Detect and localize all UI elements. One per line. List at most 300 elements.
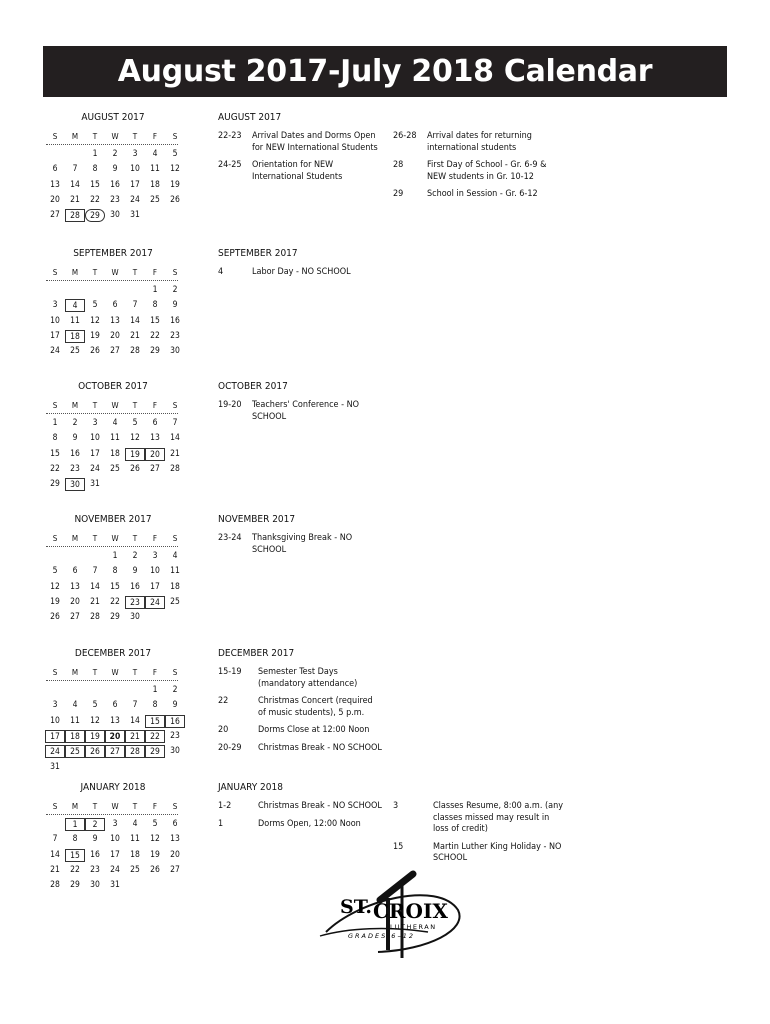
calendar-day: 24 (145, 596, 165, 609)
event-item (218, 533, 383, 556)
calendar-day: 16 (165, 715, 185, 728)
weekday-header: T (132, 132, 138, 141)
calendar-day: 7 (132, 300, 138, 311)
event-date: 20-29 (218, 742, 242, 753)
event-item (393, 131, 553, 154)
calendar-day: 28 (170, 463, 180, 474)
calendar-day: 5 (152, 819, 158, 829)
event-description: Orientation for NEW International Students (252, 160, 343, 182)
weekday-divider (46, 413, 178, 414)
calendar-day: 10 (50, 315, 60, 326)
event-item (218, 725, 383, 737)
calendar-day: 17 (110, 849, 120, 860)
calendar-day: 26 (170, 194, 180, 205)
calendar-day: 3 (152, 551, 158, 561)
event-item (393, 801, 563, 836)
weekday-header: S (52, 668, 58, 677)
calendar-day: 19 (150, 849, 160, 860)
weekday-header: M (71, 401, 79, 410)
weekday-header: T (92, 132, 98, 141)
weekday-header: T (92, 401, 98, 410)
weekday-header: T (132, 401, 138, 410)
events-column (218, 782, 383, 836)
event-date: 15 (393, 841, 404, 852)
event-date: 20 (218, 725, 229, 735)
calendar-day: 27 (150, 463, 160, 474)
calendar-day: 6 (112, 700, 118, 711)
calendar-day: 16 (110, 179, 120, 190)
event-description: Classes Resume, 8:00 a.m. (any classes missed may result in loss of credit) (433, 801, 564, 834)
st-croix-logo (318, 870, 463, 960)
mini-calendar-title: NOVEMBER 2017 (74, 514, 152, 525)
calendar-day: 2 (72, 418, 78, 428)
calendar-day: 18 (150, 179, 160, 190)
calendar-day: 19 (50, 596, 60, 607)
calendar-day: 11 (130, 834, 140, 845)
calendar-day: 10 (150, 566, 160, 577)
event-item (393, 189, 553, 201)
calendar-day: 27 (50, 210, 60, 221)
calendar-day: 1 (112, 551, 118, 561)
calendar-day: 23 (170, 730, 180, 741)
event-description: Dorms Open, 12:00 Noon (258, 818, 361, 829)
event-date: 15-19 (218, 667, 242, 677)
calendar-day: 20 (70, 596, 80, 607)
calendar-day: 20 (50, 194, 60, 205)
calendar-day: 15 (145, 715, 165, 728)
weekday-header: S (172, 534, 178, 543)
events-title: OCTOBER 2017 (218, 381, 288, 392)
calendar-day: 17 (130, 179, 140, 190)
calendar-day: 21 (90, 596, 100, 607)
calendar-day: 10 (50, 715, 60, 726)
events-column (218, 648, 383, 760)
calendar-day: 30 (65, 478, 85, 491)
event-date: 19-20 (218, 400, 242, 410)
calendar-day: 28 (125, 745, 145, 758)
calendar-day: 8 (52, 433, 58, 444)
event-date: 4 (218, 267, 224, 277)
events-column (218, 514, 383, 562)
calendar-day: 14 (50, 849, 60, 860)
event-description: Arrival Dates and Dorms Open for NEW International Students (252, 131, 378, 153)
calendar-day: 9 (172, 700, 178, 711)
calendar-day: 1 (92, 149, 98, 159)
event-description: Martin Luther King Holiday - NO SCHOOL (433, 841, 562, 863)
calendar-day: 4 (65, 299, 85, 312)
weekday-header: S (52, 802, 58, 811)
weekday-divider (46, 680, 178, 681)
calendar-day: 3 (112, 819, 118, 829)
event-item (218, 400, 383, 423)
calendar-day: 31 (50, 761, 60, 772)
month-section (43, 248, 743, 378)
calendar-day: 15 (90, 179, 100, 190)
calendar-day: 23 (170, 330, 180, 341)
event-date: 23-24 (218, 533, 242, 543)
logo-st: ST. (340, 896, 373, 918)
event-date: 22-23 (218, 131, 242, 141)
calendar-day: 15 (110, 581, 120, 592)
calendar-day: 22 (70, 864, 80, 875)
calendar-day: 4 (172, 551, 178, 561)
calendar-day: 7 (172, 418, 178, 428)
calendar-day: 6 (172, 819, 178, 829)
calendar-day: 9 (132, 566, 138, 577)
weekday-header: S (172, 668, 178, 677)
calendar-day: 18 (110, 448, 120, 459)
calendar-day: 24 (45, 745, 65, 758)
calendar-day: 9 (92, 834, 98, 845)
event-date: 24-25 (218, 160, 242, 170)
calendar-day: 30 (170, 746, 180, 757)
event-description: Christmas Break - NO SCHOOL (258, 742, 382, 753)
calendar-day: 20 (105, 730, 125, 743)
month-section (43, 648, 743, 778)
calendar-day: 21 (50, 864, 60, 875)
calendar-day: 7 (92, 566, 98, 577)
calendar-day: 11 (70, 315, 80, 326)
event-description: Dorms Close at 12:00 Noon (258, 725, 370, 735)
calendar-day: 30 (110, 210, 120, 221)
calendar-day: 17 (45, 730, 65, 743)
calendar-day: 12 (50, 581, 60, 592)
weekday-divider (46, 814, 178, 815)
calendar-day: 27 (170, 864, 180, 875)
calendar-day: 6 (52, 164, 58, 175)
calendar-day: 19 (125, 448, 145, 461)
event-item (218, 667, 383, 690)
calendar-day: 19 (90, 330, 100, 341)
calendar-day: 1 (152, 685, 158, 695)
calendar-day: 25 (170, 596, 180, 607)
calendar-day: 23 (125, 596, 145, 609)
weekday-header: T (92, 534, 98, 543)
calendar-day: 21 (125, 730, 145, 743)
event-item (218, 801, 383, 813)
calendar-day: 28 (50, 880, 60, 891)
calendar-day: 14 (90, 581, 100, 592)
calendar-day: 15 (50, 448, 60, 459)
event-description: Christmas Concert (required of music students), 5 p.m. (258, 696, 373, 718)
calendar-day: 23 (110, 194, 120, 205)
events-title: AUGUST 2017 (218, 112, 282, 123)
event-description: Arrival dates for returning international students (427, 131, 532, 153)
event-item (218, 696, 383, 719)
weekday-header: T (92, 802, 98, 811)
weekday-header: W (111, 668, 119, 677)
calendar-day: 9 (112, 164, 118, 175)
calendar-day: 20 (170, 849, 180, 860)
calendar-day: 26 (50, 612, 60, 623)
calendar-day: 23 (70, 463, 80, 474)
events-title: DECEMBER 2017 (218, 648, 295, 659)
calendar-day: 13 (150, 433, 160, 444)
calendar-day: 12 (90, 715, 100, 726)
calendar-day: 8 (92, 164, 98, 175)
calendar-day: 22 (145, 730, 165, 743)
calendar-day: 9 (72, 433, 78, 444)
event-date: 1-2 (218, 801, 232, 811)
calendar-day: 12 (130, 433, 140, 444)
calendar-day: 26 (90, 346, 100, 357)
event-item (393, 160, 553, 183)
calendar-day: 30 (170, 346, 180, 357)
event-date: 28 (393, 160, 404, 170)
weekday-header: S (52, 268, 58, 277)
calendar-day: 21 (130, 330, 140, 341)
events-column (218, 381, 383, 429)
calendar-day: 18 (130, 849, 140, 860)
calendar-day: 11 (70, 715, 80, 726)
weekday-header: F (152, 668, 158, 677)
mini-calendar-title: SEPTEMBER 2017 (73, 248, 153, 259)
calendar-day: 16 (90, 849, 100, 860)
event-description: Labor Day - NO SCHOOL (252, 267, 351, 277)
calendar-day: 1 (65, 818, 85, 831)
weekday-header: W (111, 401, 119, 410)
event-description: Thanksgiving Break - NO SCHOOL (252, 533, 353, 555)
weekday-header: F (152, 534, 158, 543)
calendar-day: 28 (65, 209, 85, 222)
event-date: 1 (218, 818, 224, 829)
calendar-day: 7 (132, 700, 138, 711)
logo-croix: CROIX (373, 899, 448, 923)
calendar-day: 8 (72, 834, 78, 845)
calendar-day: 6 (152, 418, 158, 428)
calendar-day: 8 (152, 700, 158, 711)
calendar-day: 10 (130, 164, 140, 175)
calendar-day: 13 (170, 834, 180, 845)
calendar-day: 22 (110, 596, 120, 607)
calendar-day: 26 (130, 463, 140, 474)
calendar-day: 5 (92, 300, 98, 311)
event-date: 29 (393, 189, 404, 199)
weekday-header: T (132, 268, 138, 277)
calendar-day: 16 (70, 448, 80, 459)
weekday-header: M (71, 668, 79, 677)
mini-calendar-title: JANUARY 2018 (80, 782, 146, 793)
calendar-day: 1 (152, 285, 158, 295)
event-description: Teachers' Conference - NO SCHOOL (252, 400, 360, 422)
event-item (218, 819, 383, 831)
weekday-header: F (152, 268, 158, 277)
month-section (43, 514, 743, 644)
calendar-day: 17 (50, 330, 60, 341)
event-description: First Day of School - Gr. 6-9 & NEW students in Gr. 10-12 (427, 160, 547, 182)
calendar-day: 14 (70, 179, 80, 190)
weekday-divider (46, 546, 178, 547)
weekday-divider (46, 280, 178, 281)
calendar-day: 30 (130, 612, 140, 623)
month-section (43, 381, 743, 511)
calendar-day: 29 (50, 479, 60, 490)
calendar-day: 15 (150, 315, 160, 326)
calendar-day: 23 (90, 864, 100, 875)
event-date: 22 (218, 696, 229, 706)
calendar-day: 19 (170, 179, 180, 190)
logo-lutheran: LUTHERAN (390, 923, 437, 931)
logo-grades: GRADES 6–12 (348, 932, 415, 940)
events-title: JANUARY 2018 (218, 782, 283, 793)
calendar-day: 2 (85, 818, 105, 831)
weekday-header: W (111, 132, 119, 141)
calendar-day: 27 (70, 612, 80, 623)
calendar-day: 29 (110, 612, 120, 623)
calendar-day: 13 (50, 179, 60, 190)
calendar-day: 8 (152, 300, 158, 311)
calendar-day: 21 (70, 194, 80, 205)
calendar-day: 15 (65, 849, 85, 862)
weekday-header: W (111, 268, 119, 277)
calendar-day: 4 (72, 700, 78, 711)
calendar-day: 16 (170, 315, 180, 326)
calendar-day: 14 (170, 433, 180, 444)
calendar-day: 25 (65, 745, 85, 758)
calendar-day: 4 (132, 819, 138, 829)
calendar-day: 25 (70, 346, 80, 357)
calendar-day: 14 (130, 715, 140, 726)
mini-calendar-title: AUGUST 2017 (81, 112, 145, 123)
calendar-day: 31 (110, 880, 120, 891)
calendar-day: 11 (170, 566, 180, 577)
calendar-day: 25 (130, 864, 140, 875)
weekday-header: S (172, 268, 178, 277)
calendar-day: 13 (110, 715, 120, 726)
calendar-day: 22 (90, 194, 100, 205)
calendar-day: 22 (50, 463, 60, 474)
calendar-title-bar (43, 46, 727, 97)
weekday-header: T (132, 668, 138, 677)
event-date: 3 (393, 801, 399, 811)
weekday-header: S (52, 401, 58, 410)
calendar-day: 5 (52, 566, 58, 577)
calendar-day: 28 (130, 346, 140, 357)
calendar-day: 12 (90, 315, 100, 326)
events-column (218, 112, 383, 189)
weekday-header: S (172, 401, 178, 410)
calendar-day: 18 (170, 581, 180, 592)
calendar-day: 29 (150, 346, 160, 357)
weekday-header: S (52, 132, 58, 141)
calendar-day: 19 (85, 730, 105, 743)
mini-calendar-title: DECEMBER 2017 (74, 648, 152, 659)
calendar-day: 18 (65, 730, 85, 743)
calendar-day: 25 (150, 194, 160, 205)
calendar-day: 25 (110, 463, 120, 474)
weekday-header: S (52, 534, 58, 543)
calendar-day: 2 (112, 149, 118, 159)
calendar-day: 29 (70, 880, 80, 891)
event-description: Semester Test Days (mandatory attendance) (258, 667, 358, 689)
calendar-day: 14 (130, 315, 140, 326)
calendar-day: 3 (132, 149, 138, 159)
events-column-right (393, 801, 563, 871)
calendar-day: 6 (72, 566, 78, 577)
calendar-day: 26 (150, 864, 160, 875)
weekday-header: S (172, 802, 178, 811)
calendar-day: 7 (52, 834, 58, 845)
calendar-day: 5 (172, 149, 178, 159)
weekday-header: F (152, 401, 158, 410)
calendar-day: 3 (52, 700, 58, 711)
calendar-day: 13 (110, 315, 120, 326)
event-item (218, 131, 383, 154)
event-date: 26-28 (393, 131, 417, 141)
calendar-day: 20 (110, 330, 120, 341)
calendar-day: 16 (130, 581, 140, 592)
calendar-day: 29 (145, 745, 165, 758)
calendar-day: 1 (52, 418, 58, 428)
calendar-day: 6 (112, 300, 118, 311)
weekday-header: T (92, 268, 98, 277)
calendar-day: 31 (90, 479, 100, 490)
calendar-day: 9 (172, 300, 178, 311)
calendar-day: 30 (90, 880, 100, 891)
weekday-header: M (71, 132, 79, 141)
weekday-header: T (92, 668, 98, 677)
calendar-day: 31 (130, 210, 140, 221)
calendar-day: 8 (112, 566, 118, 577)
weekday-header: F (152, 802, 158, 811)
calendar-day: 11 (150, 164, 160, 175)
calendar-day: 4 (112, 418, 118, 428)
calendar-day: 27 (110, 346, 120, 357)
calendar-day: 21 (170, 448, 180, 459)
events-title: NOVEMBER 2017 (218, 514, 296, 525)
calendar-day: 5 (92, 700, 98, 711)
calendar-day: 2 (172, 685, 178, 695)
calendar-day: 7 (72, 164, 78, 175)
event-description: Christmas Break - NO SCHOOL (258, 801, 382, 811)
weekday-header: M (71, 802, 79, 811)
month-section (43, 112, 743, 242)
calendar-day: 29 (85, 209, 105, 222)
calendar-day: 24 (90, 463, 100, 474)
calendar-day: 3 (52, 300, 58, 311)
calendar-day: 2 (172, 285, 178, 295)
calendar-day: 4 (152, 149, 158, 159)
weekday-header: F (152, 132, 158, 141)
events-column (218, 248, 383, 285)
calendar-day: 24 (50, 346, 60, 357)
weekday-header: T (132, 802, 138, 811)
calendar-day: 18 (65, 330, 85, 343)
calendar-day: 26 (85, 745, 105, 758)
weekday-header: W (111, 534, 119, 543)
event-item (218, 160, 383, 183)
calendar-day: 5 (132, 418, 138, 428)
event-item (393, 842, 563, 865)
weekday-header: M (71, 534, 79, 543)
events-title: SEPTEMBER 2017 (218, 248, 298, 259)
event-description: School in Session - Gr. 6-12 (427, 189, 538, 199)
calendar-day: 27 (105, 745, 125, 758)
weekday-header: M (71, 268, 79, 277)
weekday-header: S (172, 132, 178, 141)
calendar-day: 11 (110, 433, 120, 444)
events-column-right (393, 131, 553, 207)
weekday-header: T (132, 534, 138, 543)
calendar-title: August 2017-July 2018 Calendar (117, 54, 653, 89)
calendar-day: 10 (90, 433, 100, 444)
calendar-day: 17 (150, 581, 160, 592)
calendar-day: 3 (92, 418, 98, 428)
calendar-day: 12 (150, 834, 160, 845)
calendar-day: 2 (132, 551, 138, 561)
calendar-day: 12 (170, 164, 180, 175)
event-item (218, 267, 383, 279)
